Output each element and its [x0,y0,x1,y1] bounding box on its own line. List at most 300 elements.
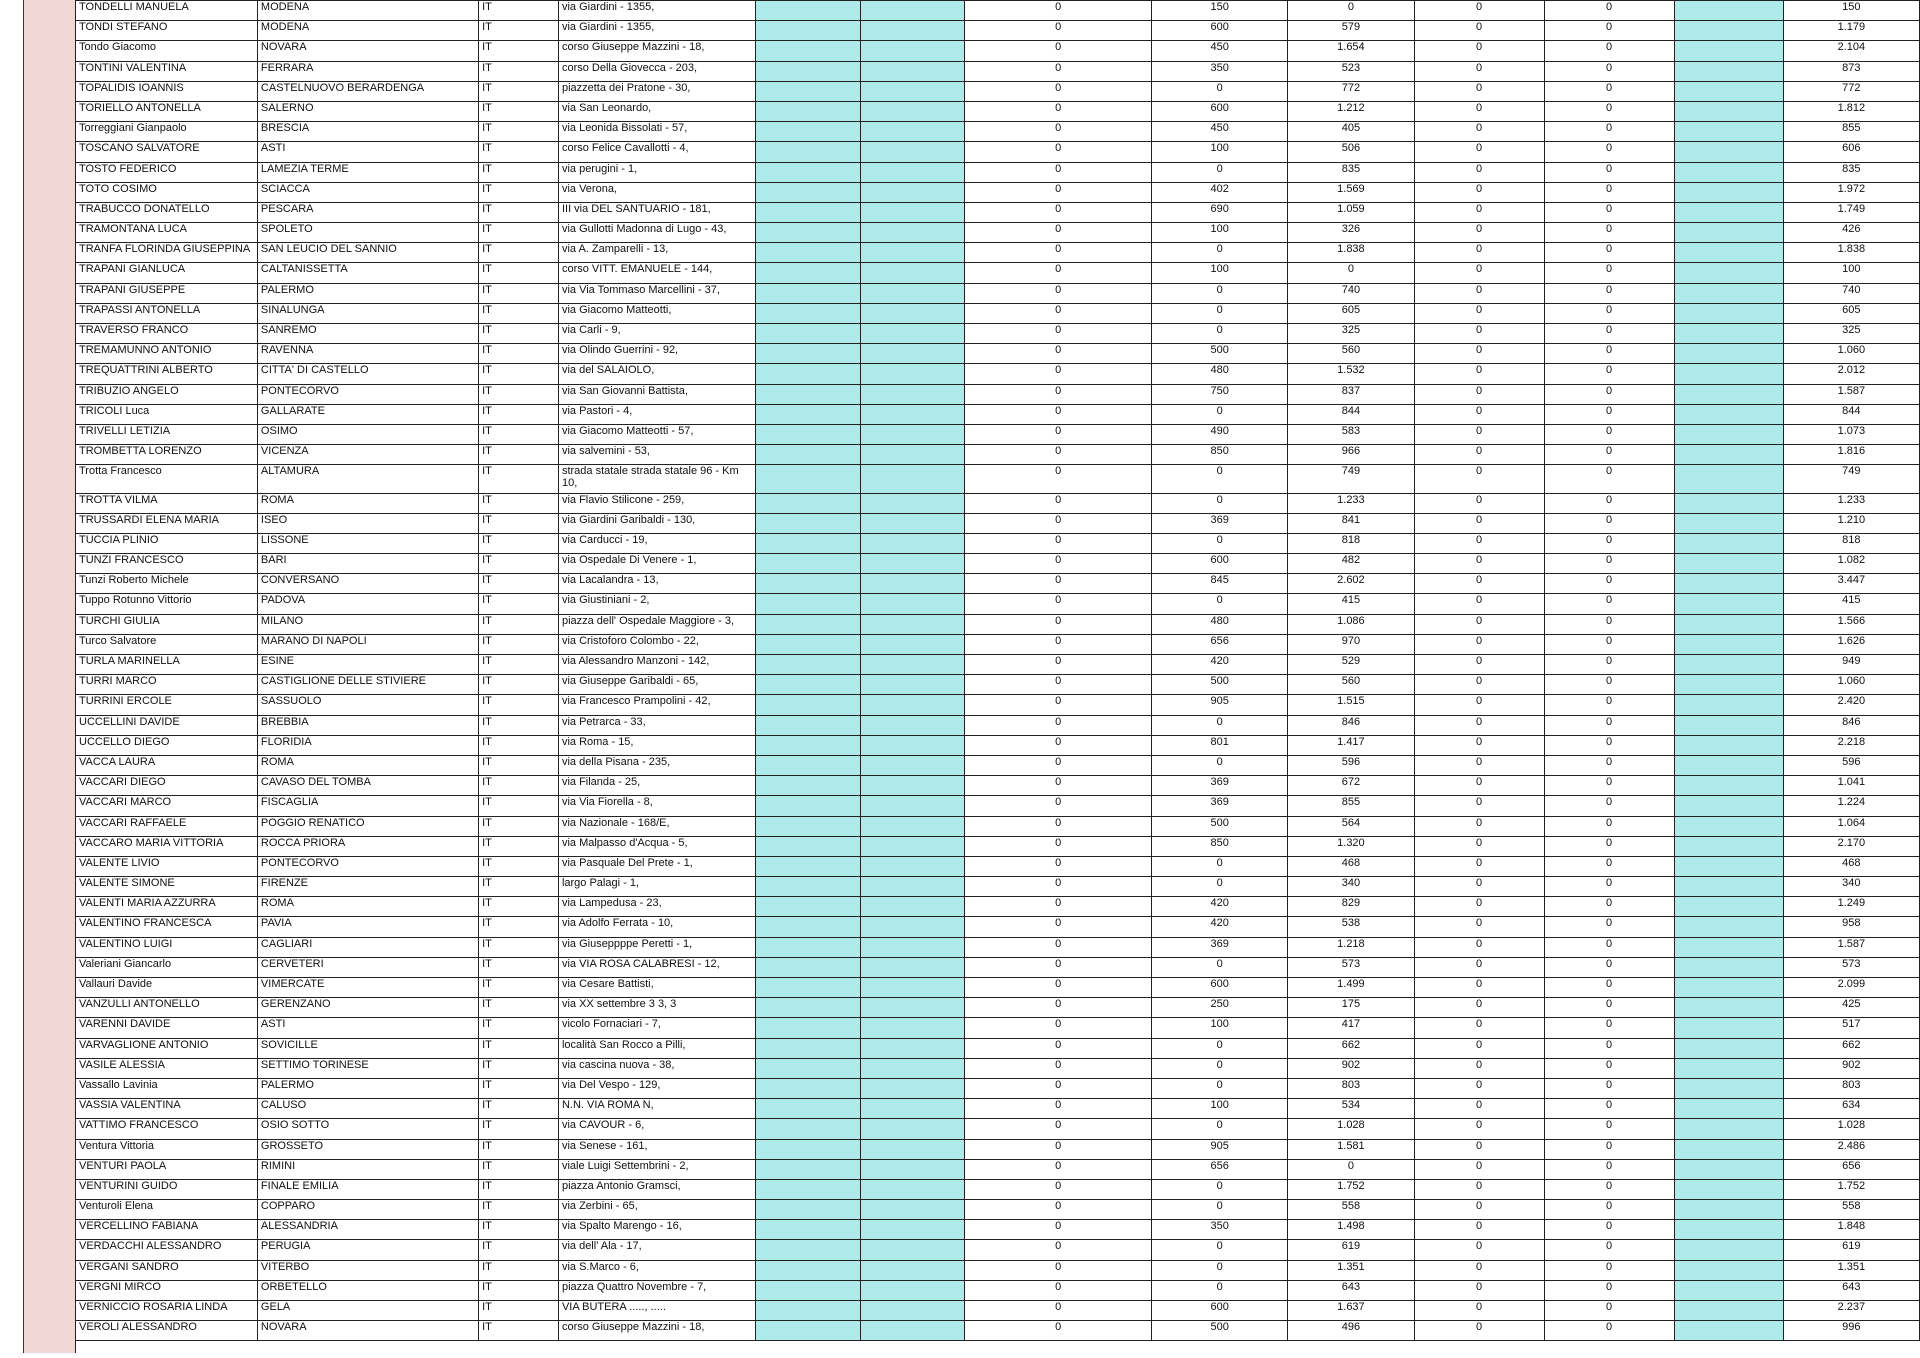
cell-country: IT [479,21,559,41]
cell-total: 835 [1783,162,1919,182]
cell-city: PADOVA [257,594,478,614]
cell-highlight-c [1674,424,1783,444]
cell-value-5: 0 [1544,574,1674,594]
cell-city: FIRENZE [257,877,478,897]
cell-country: IT [479,513,559,533]
cell-address: via Giacomo Matteotti, [558,303,755,323]
cell-total: 844 [1783,404,1919,424]
cell-name: TONDELLI MANUELA [76,1,258,21]
cell-value-1: 0 [965,384,1152,404]
cell-value-3: 1.838 [1288,243,1414,263]
cell-highlight-c [1674,877,1783,897]
cell-highlight-b [860,1078,964,1098]
cell-highlight-c [1674,1159,1783,1179]
cell-name: TUNZI FRANCESCO [76,554,258,574]
cell-city: CAVASO DEL TOMBA [257,776,478,796]
cell-total: 1.626 [1783,634,1919,654]
cell-country: IT [479,1058,559,1078]
cell-city: CITTA' DI CASTELLO [257,364,478,384]
cell-highlight-b [860,41,964,61]
cell-country: IT [479,162,559,182]
cell-city: GALLARATE [257,404,478,424]
cell-value-2: 0 [1152,324,1288,344]
table-row [76,978,1920,998]
cell-value-2: 369 [1152,796,1288,816]
table-row [76,81,1920,101]
cell-city: ESINE [257,655,478,675]
cell-value-1: 0 [965,303,1152,323]
cell-highlight-c [1674,384,1783,404]
cell-highlight-c [1674,978,1783,998]
cell-name: VENTURINI GUIDO [76,1179,258,1199]
cell-value-2: 402 [1152,182,1288,202]
cell-country: IT [479,384,559,404]
cell-country: IT [479,1018,559,1038]
cell-city: ROMA [257,755,478,775]
cell-value-4: 0 [1414,715,1544,735]
table-row [76,614,1920,634]
cell-highlight-c [1674,655,1783,675]
cell-value-4: 0 [1414,445,1544,465]
cell-value-5: 0 [1544,445,1674,465]
table-row [76,634,1920,654]
table-row [76,1179,1920,1199]
cell-name: VARVAGLIONE ANTONIO [76,1038,258,1058]
cell-value-5: 0 [1544,1099,1674,1119]
cell-value-5: 0 [1544,1018,1674,1038]
cell-value-3: 841 [1288,513,1414,533]
cell-city: PONTECORVO [257,856,478,876]
cell-value-2: 100 [1152,1099,1288,1119]
cell-country: IT [479,465,559,493]
cell-country: IT [479,796,559,816]
cell-value-5: 0 [1544,223,1674,243]
cell-highlight-b [860,122,964,142]
cell-total: 1.587 [1783,937,1919,957]
cell-highlight-a [755,1,860,21]
cell-name: VENTURI PAOLA [76,1159,258,1179]
cell-value-2: 0 [1152,856,1288,876]
cell-address: via Roma - 15, [558,735,755,755]
cell-highlight-c [1674,1139,1783,1159]
cell-highlight-c [1674,493,1783,513]
table-row [76,897,1920,917]
cell-value-4: 0 [1414,182,1544,202]
cell-highlight-b [860,303,964,323]
cell-highlight-c [1674,1038,1783,1058]
cell-total: 2.170 [1783,836,1919,856]
cell-value-5: 0 [1544,182,1674,202]
cell-country: IT [479,836,559,856]
cell-total: 2.486 [1783,1139,1919,1159]
cell-value-1: 0 [965,324,1152,344]
cell-highlight-b [860,594,964,614]
cell-value-1: 0 [965,41,1152,61]
cell-value-4: 0 [1414,897,1544,917]
cell-country: IT [479,1099,559,1119]
cell-value-3: 1.028 [1288,1119,1414,1139]
cell-highlight-b [860,695,964,715]
cell-total: 855 [1783,122,1919,142]
cell-value-5: 0 [1544,1260,1674,1280]
cell-total: 1.752 [1783,1179,1919,1199]
table-row [76,533,1920,553]
table-row [76,816,1920,836]
cell-value-2: 100 [1152,142,1288,162]
table-row [76,1321,1920,1341]
cell-value-4: 0 [1414,344,1544,364]
cell-value-4: 0 [1414,364,1544,384]
cell-highlight-c [1674,1,1783,21]
cell-total: 949 [1783,655,1919,675]
cell-highlight-c [1674,1078,1783,1098]
cell-value-1: 0 [965,594,1152,614]
cell-highlight-c [1674,101,1783,121]
cell-value-2: 0 [1152,1200,1288,1220]
cell-address: corso Felice Cavallotti - 4, [558,142,755,162]
cell-highlight-b [860,344,964,364]
cell-value-1: 0 [965,1058,1152,1078]
cell-value-4: 0 [1414,303,1544,323]
cell-value-3: 1.212 [1288,101,1414,121]
cell-highlight-a [755,715,860,735]
cell-total: 425 [1783,998,1919,1018]
cell-value-5: 0 [1544,655,1674,675]
cell-value-2: 845 [1152,574,1288,594]
cell-address: via XX settembre 3 3, 3 [558,998,755,1018]
cell-highlight-a [755,574,860,594]
cell-address: via Giardini - 1355, [558,21,755,41]
cell-country: IT [479,574,559,594]
cell-city: VIMERCATE [257,978,478,998]
cell-total: 1.073 [1783,424,1919,444]
cell-value-1: 0 [965,101,1152,121]
table-row [76,1280,1920,1300]
cell-value-2: 420 [1152,655,1288,675]
cell-highlight-b [860,162,964,182]
cell-address: via Senese - 161, [558,1139,755,1159]
cell-highlight-b [860,1159,964,1179]
cell-value-3: 835 [1288,162,1414,182]
cell-value-2: 0 [1152,283,1288,303]
table-row [76,776,1920,796]
cell-value-4: 0 [1414,695,1544,715]
table-row [76,243,1920,263]
cell-value-1: 0 [965,263,1152,283]
table-row [76,493,1920,513]
cell-value-1: 0 [965,1038,1152,1058]
cell-highlight-a [755,554,860,574]
cell-name: UCCELLO DIEGO [76,735,258,755]
cell-address: via Petrarca - 33, [558,715,755,735]
cell-name: TRAPANI GIANLUCA [76,263,258,283]
cell-value-1: 0 [965,998,1152,1018]
cell-city: ASTI [257,1018,478,1038]
cell-address: vicolo Fornaciari - 7, [558,1018,755,1038]
cell-highlight-a [755,1280,860,1300]
cell-value-4: 0 [1414,424,1544,444]
cell-value-2: 905 [1152,1139,1288,1159]
cell-value-2: 0 [1152,303,1288,323]
cell-highlight-c [1674,574,1783,594]
cell-value-3: 340 [1288,877,1414,897]
cell-total: 634 [1783,1099,1919,1119]
cell-value-4: 0 [1414,465,1544,493]
cell-highlight-a [755,122,860,142]
cell-value-1: 0 [965,1018,1152,1038]
cell-value-3: 534 [1288,1099,1414,1119]
cell-highlight-a [755,533,860,553]
cell-country: IT [479,344,559,364]
cell-total: 558 [1783,1200,1919,1220]
cell-value-3: 772 [1288,81,1414,101]
cell-total: 740 [1783,283,1919,303]
cell-value-3: 844 [1288,404,1414,424]
cell-city: NOVARA [257,41,478,61]
cell-value-4: 0 [1414,796,1544,816]
cell-name: VANZULLI ANTONELLO [76,998,258,1018]
cell-address: via cascina nuova - 38, [558,1058,755,1078]
cell-city: PALERMO [257,283,478,303]
table-row [76,1038,1920,1058]
cell-country: IT [479,1038,559,1058]
cell-total: 2.099 [1783,978,1919,998]
cell-country: IT [479,1220,559,1240]
cell-value-5: 0 [1544,162,1674,182]
cell-value-5: 0 [1544,594,1674,614]
cell-value-1: 0 [965,1321,1152,1341]
table-row [76,1058,1920,1078]
table-row [76,21,1920,41]
cell-value-5: 0 [1544,1,1674,21]
cell-value-3: 496 [1288,1321,1414,1341]
cell-value-4: 0 [1414,836,1544,856]
cell-city: SETTIMO TORINESE [257,1058,478,1078]
cell-highlight-c [1674,796,1783,816]
cell-value-5: 0 [1544,41,1674,61]
cell-value-3: 1.320 [1288,836,1414,856]
cell-country: IT [479,142,559,162]
cell-value-1: 0 [965,404,1152,424]
cell-value-5: 0 [1544,384,1674,404]
cell-value-1: 0 [965,735,1152,755]
cell-value-5: 0 [1544,533,1674,553]
cell-value-1: 0 [965,877,1152,897]
cell-value-2: 350 [1152,61,1288,81]
cell-value-3: 573 [1288,957,1414,977]
cell-value-2: 0 [1152,533,1288,553]
cell-highlight-c [1674,1240,1783,1260]
cell-highlight-c [1674,404,1783,424]
cell-name: TUCCIA PLINIO [76,533,258,553]
cell-value-2: 0 [1152,493,1288,513]
cell-value-1: 0 [965,675,1152,695]
cell-value-1: 0 [965,513,1152,533]
cell-highlight-a [755,998,860,1018]
cell-value-4: 0 [1414,162,1544,182]
cell-city: CERVETERI [257,957,478,977]
table-row [76,856,1920,876]
cell-total: 902 [1783,1058,1919,1078]
cell-city: CAGLIARI [257,937,478,957]
cell-value-1: 0 [965,695,1152,715]
cell-highlight-a [755,303,860,323]
cell-total: 1.060 [1783,344,1919,364]
cell-value-1: 0 [965,1240,1152,1260]
table-row [76,1078,1920,1098]
table-row [76,223,1920,243]
table-row [76,1301,1920,1321]
cell-country: IT [479,41,559,61]
cell-name: TURRI MARCO [76,675,258,695]
cell-name: TREMAMUNNO ANTONIO [76,344,258,364]
cell-total: 426 [1783,223,1919,243]
cell-value-1: 0 [965,21,1152,41]
cell-country: IT [479,655,559,675]
cell-highlight-b [860,1179,964,1199]
cell-highlight-b [860,937,964,957]
cell-value-3: 1.417 [1288,735,1414,755]
cell-name: TRAPANI GIUSEPPE [76,283,258,303]
cell-value-3: 1.498 [1288,1220,1414,1240]
cell-country: IT [479,263,559,283]
cell-city: PERUGIA [257,1240,478,1260]
cell-value-2: 600 [1152,101,1288,121]
cell-highlight-b [860,1260,964,1280]
cell-name: Tunzi Roberto Michele [76,574,258,594]
cell-value-2: 500 [1152,1321,1288,1341]
cell-address: strada statale strada statale 96 - Km 10, [558,465,755,493]
cell-highlight-b [860,816,964,836]
cell-highlight-a [755,1200,860,1220]
cell-value-3: 605 [1288,303,1414,323]
cell-total: 606 [1783,142,1919,162]
cell-name: Turco Salvatore [76,634,258,654]
cell-country: IT [479,1078,559,1098]
cell-address: largo Palagi - 1, [558,877,755,897]
cell-total: 1.749 [1783,202,1919,222]
cell-highlight-c [1674,303,1783,323]
cell-value-2: 600 [1152,1301,1288,1321]
cell-city: FERRARA [257,61,478,81]
cell-highlight-b [860,675,964,695]
cell-value-5: 0 [1544,877,1674,897]
cell-name: VACCARI DIEGO [76,776,258,796]
cell-highlight-a [755,1159,860,1179]
cell-value-4: 0 [1414,937,1544,957]
cell-highlight-b [860,978,964,998]
cell-value-4: 0 [1414,1321,1544,1341]
cell-address: località San Rocco a Pilli, [558,1038,755,1058]
cell-city: ROCCA PRIORA [257,836,478,856]
cell-value-1: 0 [965,283,1152,303]
cell-highlight-a [755,1038,860,1058]
cell-highlight-c [1674,614,1783,634]
cell-highlight-b [860,493,964,513]
cell-value-2: 801 [1152,735,1288,755]
cell-value-3: 560 [1288,675,1414,695]
cell-highlight-b [860,554,964,574]
cell-name: TRIVELLI LETIZIA [76,424,258,444]
cell-highlight-b [860,202,964,222]
cell-value-2: 100 [1152,263,1288,283]
cell-highlight-c [1674,364,1783,384]
cell-country: IT [479,202,559,222]
cell-highlight-a [755,614,860,634]
cell-total: 2.237 [1783,1301,1919,1321]
cell-highlight-b [860,574,964,594]
cell-country: IT [479,1159,559,1179]
cell-highlight-c [1674,324,1783,344]
cell-name: VERGNI MIRCO [76,1280,258,1300]
cell-highlight-b [860,61,964,81]
cell-country: IT [479,937,559,957]
cell-value-1: 0 [965,655,1152,675]
cell-total: 1.816 [1783,445,1919,465]
cell-value-2: 0 [1152,1280,1288,1300]
cell-value-2: 0 [1152,243,1288,263]
cell-value-1: 0 [965,182,1152,202]
cell-name: TURRINI ERCOLE [76,695,258,715]
cell-value-3: 1.637 [1288,1301,1414,1321]
table-row [76,655,1920,675]
cell-address: via Malpasso d'Acqua - 5, [558,836,755,856]
cell-highlight-a [755,1099,860,1119]
cell-highlight-c [1674,755,1783,775]
cell-value-3: 1.515 [1288,695,1414,715]
cell-highlight-a [755,223,860,243]
cell-address: via Giuseppe Garibaldi - 65, [558,675,755,695]
cell-value-3: 846 [1288,715,1414,735]
cell-value-3: 560 [1288,344,1414,364]
cell-city: SOVICILLE [257,1038,478,1058]
cell-value-3: 1.059 [1288,202,1414,222]
cell-value-5: 0 [1544,1301,1674,1321]
cell-highlight-a [755,81,860,101]
cell-highlight-c [1674,1301,1783,1321]
cell-highlight-c [1674,634,1783,654]
cell-value-5: 0 [1544,1280,1674,1300]
cell-name: Venturoli Elena [76,1200,258,1220]
cell-city: RAVENNA [257,344,478,364]
cell-total: 1.179 [1783,21,1919,41]
cell-value-5: 0 [1544,1179,1674,1199]
cell-value-4: 0 [1414,594,1544,614]
cell-value-2: 0 [1152,877,1288,897]
cell-name: VACCARI RAFFAELE [76,816,258,836]
cell-value-5: 0 [1544,1220,1674,1240]
cell-highlight-c [1674,715,1783,735]
cell-country: IT [479,877,559,897]
cell-highlight-c [1674,122,1783,142]
cell-highlight-b [860,465,964,493]
cell-city: CALUSO [257,1099,478,1119]
cell-address: via Ospedale Di Venere - 1, [558,554,755,574]
cell-value-4: 0 [1414,122,1544,142]
cell-value-3: 619 [1288,1240,1414,1260]
cell-value-4: 0 [1414,776,1544,796]
cell-value-4: 0 [1414,1240,1544,1260]
cell-country: IT [479,695,559,715]
cell-value-1: 0 [965,796,1152,816]
cell-name: Vallauri Davide [76,978,258,998]
cell-highlight-b [860,384,964,404]
cell-name: TRAVERSO FRANCO [76,324,258,344]
cell-value-5: 0 [1544,344,1674,364]
cell-city: RIMINI [257,1159,478,1179]
cell-highlight-a [755,384,860,404]
cell-highlight-b [860,182,964,202]
